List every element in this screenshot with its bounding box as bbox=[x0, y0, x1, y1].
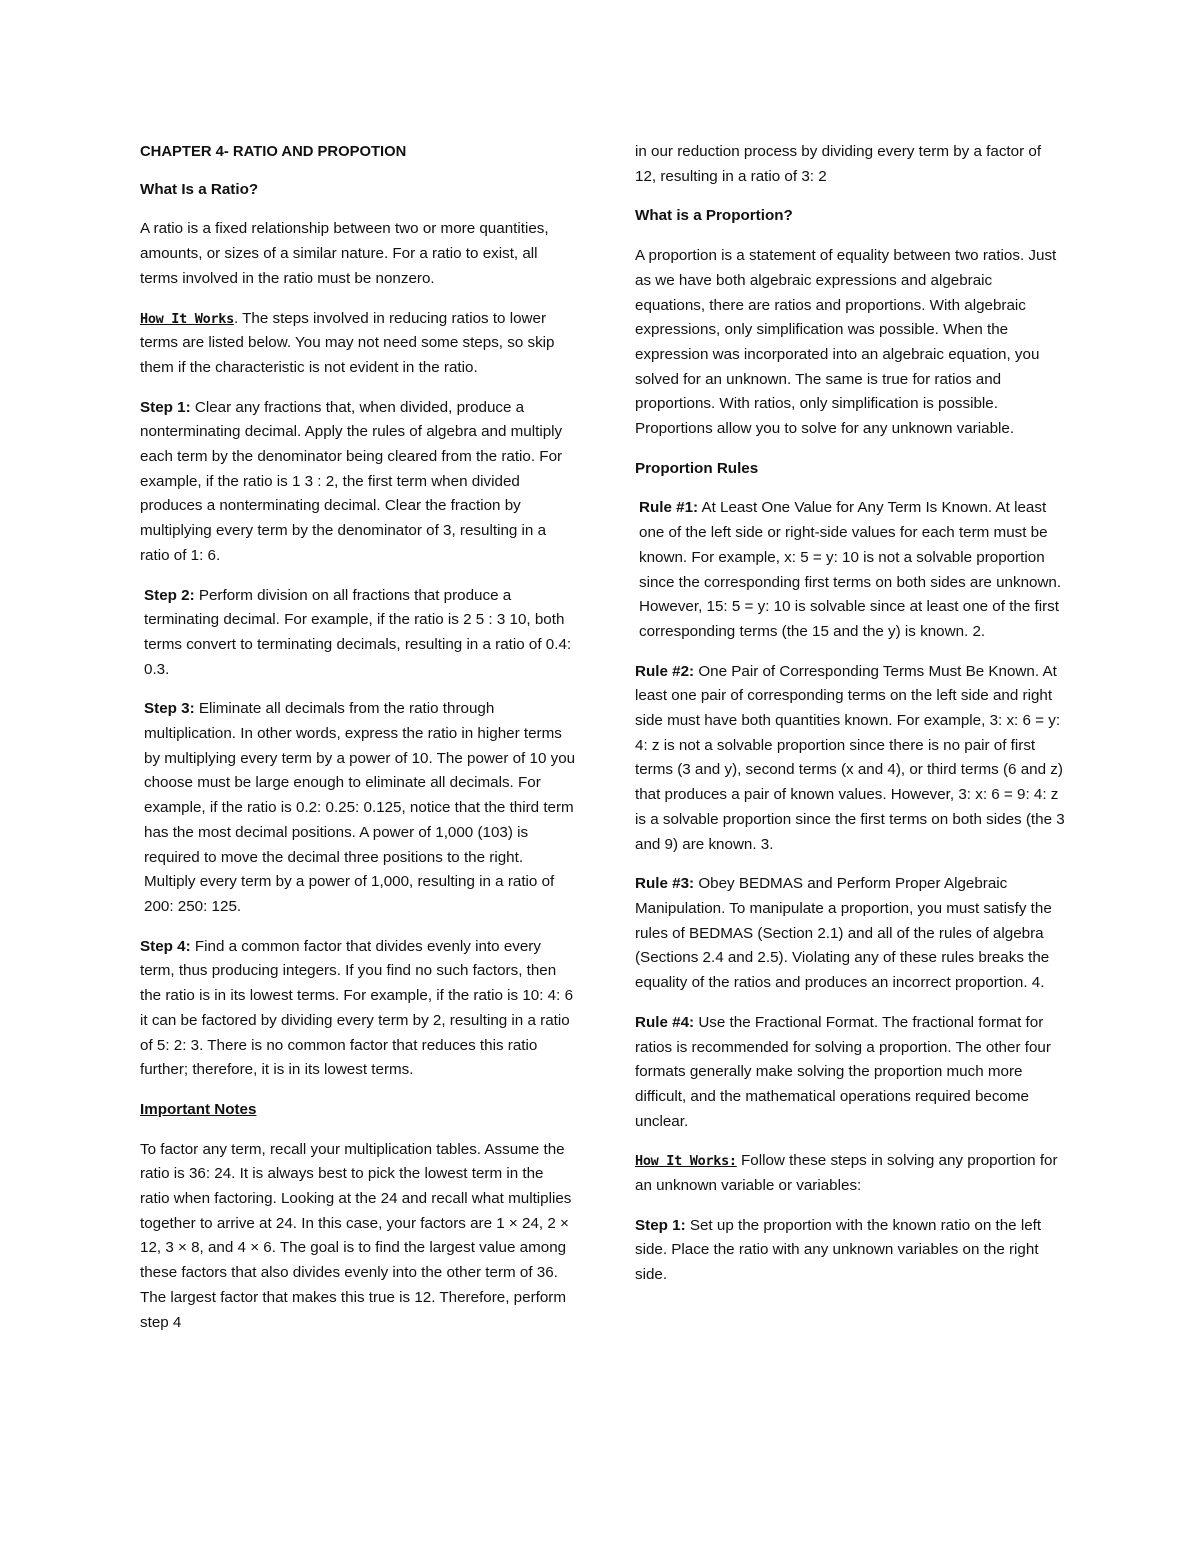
rule-2-text: One Pair of Corresponding Terms Must Be Known. At least one pair of corresponding terms on the left side and right side must have both quantities known. For example, 3: x: 6 = y: 4: z is not a solvable proportion since there is no pair of first terms (3 and y), second terms (x and 4), or third terms (6 and z) that produces a pair of known values. However, 3: x: 6 = 9: 4: z is a solvable proportion since the first terms on both sides (the 3 and 9) are known. 3. bbox=[635, 662, 1065, 853]
how-it-works-paragraph-2 bbox=[635, 1149, 1065, 1198]
how-it-works-text-2: Follow these steps in solving any proportion for an unknown variable or variables: bbox=[635, 1152, 1058, 1195]
rule-3-paragraph bbox=[635, 872, 1065, 996]
step-1-paragraph bbox=[140, 396, 576, 569]
step-1-text: Clear any fractions that, when divided, produce a nonterminating decimal. Apply the rules of algebra and multiply each term by the denominator being cleared from the ratio. For example, if the ratio is 1 3 : 2, the first term when divided produces a nonterminating decimal. Clear the fraction by multiplying every term by the denominator of 3, resulting in a ratio of 1: 6. bbox=[140, 398, 563, 564]
right-column bbox=[635, 140, 1065, 1303]
how-it-works-label: How It Works bbox=[140, 310, 234, 327]
left-column bbox=[140, 140, 576, 1350]
step-4-label: Step 4: bbox=[140, 937, 191, 955]
rule-3-label: Rule #3: bbox=[635, 875, 695, 893]
rule-1-text: At Least One Value for Any Term Is Known. At least one of the left side or right-side values for each term must be known. For example, x: 5 = y: 10 is not a solvable proportion since the corresponding first terms on both sides are unknown. However, 15: 5 = y: 10 is solvable since at least one of the first corresponding terms (the 15 and the y) is known. 2. bbox=[639, 499, 1062, 640]
rule-3-text: Obey BEDMAS and Perform Proper Algebraic Manipulation. To manipulate a proportion, you must satisfy the rules of BEDMAS (Section 2.1) and all of the rules of algebra (Sections 2.4 and 2.5). Violating any of these rules breaks the equality of the ratios and produces an incorrect proportion. 4. bbox=[635, 875, 1052, 992]
rule-1-paragraph bbox=[635, 496, 1065, 644]
what-is-proportion-heading: What is a Proportion? bbox=[635, 207, 793, 225]
proportion-definition: A proportion is a statement of equality between two ratios. Just as we have both algebraic expressions and algebraic equations, there are ratios and proportions. With algebraic expressions, only simplification was possible. When the expression was incorporated into an algebraic equation, you solved for an unknown. The same is true for ratios and proportions. With ratios, only simplification is possible. Proportions allow you to solve for any unknown variable. bbox=[635, 247, 1057, 438]
ratio-definition: A ratio is a fixed relationship between two or more quantities, amounts, or sizes of a similar nature. For a ratio to exist, all terms involved in the ratio must be nonzero. bbox=[140, 220, 549, 287]
step-3-text: Eliminate all decimals from the ratio through multiplication. In other words, express the ratio in higher terms by multiplying every term by a power of 10. The power of 10 you choose must be large enough to eliminate all decimals. For example, if the ratio is 0.2: 0.25: 0.125, notice that the third term has the most decimal positions. A power of 1,000 (103) is required to move the decimal three positions to the right. Multiply every term by a power of 1,000, resulting in a ratio of 200: 250: 125. bbox=[144, 700, 576, 915]
step-2-paragraph bbox=[140, 584, 576, 683]
step-2-label: Step 2: bbox=[144, 586, 195, 604]
rule-2-paragraph bbox=[635, 660, 1065, 858]
step-3-label: Step 3: bbox=[144, 700, 195, 718]
what-is-ratio-heading: What Is a Ratio? bbox=[140, 180, 259, 198]
how-it-works-paragraph bbox=[140, 307, 576, 381]
step-3-paragraph bbox=[140, 697, 576, 919]
proportion-step-1-paragraph bbox=[635, 1214, 1065, 1288]
rule-2-label: Rule #2: bbox=[635, 662, 695, 680]
step-1-label: Step 1: bbox=[140, 398, 191, 416]
how-it-works-label-2: How It Works: bbox=[635, 1153, 737, 1170]
proportion-step-1-label: Step 1: bbox=[635, 1216, 686, 1234]
rule-4-label: Rule #4: bbox=[635, 1013, 695, 1031]
step-2-text: Perform division on all fractions that produce a terminating decimal. For example, if the ratio is 2 5 : 3 10, both terms convert to terminating decimals, resulting in a ratio of 0.4: 0.3. bbox=[144, 586, 572, 678]
rule-4-text: Use the Fractional Format. The fractional format for ratios is recommended for solving a proportion. The other four formats generally make solving the proportion much more difficult, and the mathematical operations required become unclear. bbox=[635, 1013, 1051, 1130]
rule-4-paragraph bbox=[635, 1011, 1065, 1135]
important-notes-text: To factor any term, recall your multiplication tables. Assume the ratio is 36: 24. It is always best to pick the lowest term in the ratio when factoring. Looking at the 24 and recall what multiplies together to arrive at 24. In this case, your factors are 1 × 24, 2 × 12, 3 × 8, and 4 × 6. The goal is to find the largest value among these factors that also divides evenly into the other term of 36. The largest factor that makes this true is 12. Therefore, perform step 4 bbox=[140, 1140, 572, 1331]
step-4-text: Find a common factor that divides evenly into every term, thus producing integers. If you find no such factors, then the ratio is in its lowest terms. For example, if the ratio is 10: 4: 6 it can be factored by dividing every term by 2, resulting in a ratio of 5: 2: 3. There is no common factor that reduces this ratio further; therefore, it is in its lowest terms. bbox=[140, 937, 574, 1079]
proportion-rules-heading: Proportion Rules bbox=[635, 459, 759, 477]
proportion-step-1-text: Set up the proportion with the known ratio on the left side. Place the ratio with any unknown variables on the right side. bbox=[635, 1216, 1042, 1284]
how-it-works-text: . The steps involved in reducing ratios to lower terms are listed below. You may not need some steps, so skip them if the characteristic is not evident in the ratio. bbox=[140, 309, 555, 376]
step-4-paragraph bbox=[140, 935, 576, 1083]
important-notes-heading: Important Notes bbox=[140, 1100, 257, 1118]
rule-1-label: Rule #1: bbox=[639, 499, 699, 517]
continuation-text: in our reduction process by dividing every term by a factor of 12, resulting in a ratio of 3: 2 bbox=[635, 143, 1042, 185]
chapter-title: CHAPTER 4- RATIO AND PROPOTION bbox=[140, 144, 407, 160]
